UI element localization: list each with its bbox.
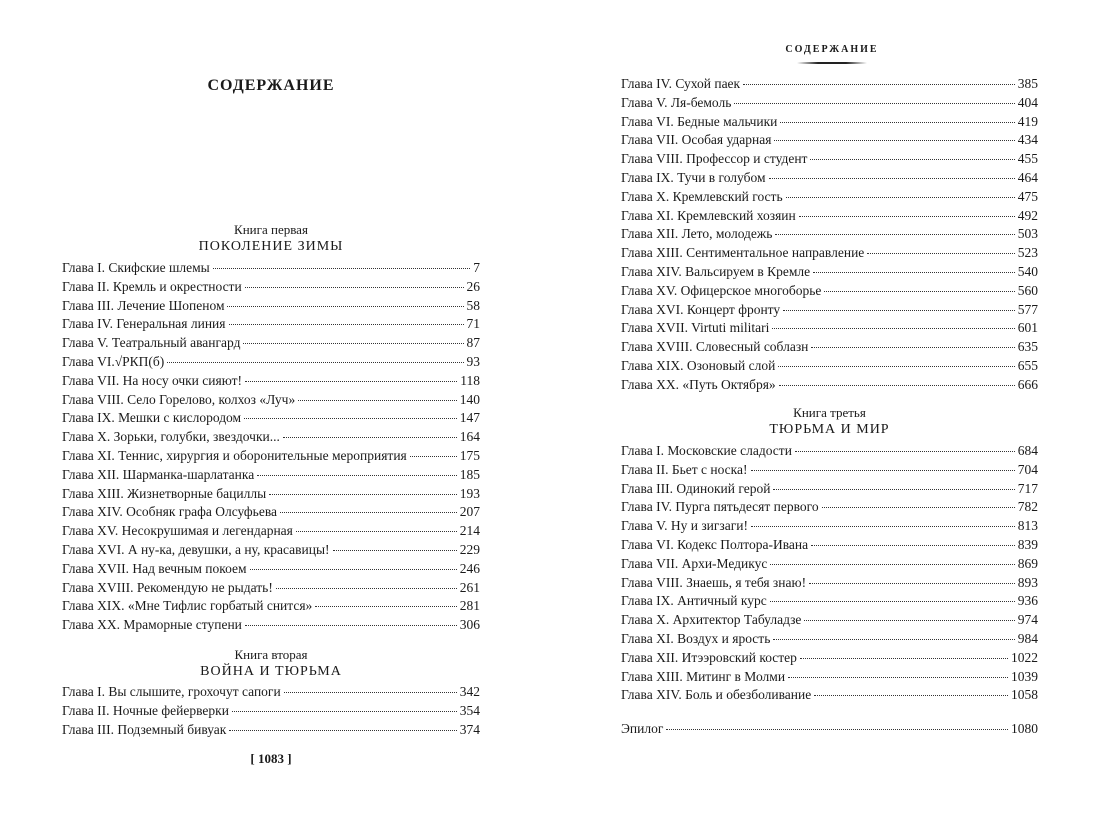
entry-page: 185 bbox=[459, 466, 480, 482]
entry-page: 354 bbox=[459, 702, 480, 718]
book-one-name: ПОКОЛЕНИЕ ЗИМЫ bbox=[198, 239, 344, 254]
entry-page: 207 bbox=[459, 504, 480, 520]
toc-entry[interactable] bbox=[621, 593, 1038, 612]
entry-page: 869 bbox=[1017, 555, 1038, 571]
entry-page: 7 bbox=[473, 260, 480, 275]
book-three-label: Книга третья bbox=[793, 405, 866, 420]
dot-leader bbox=[269, 493, 457, 495]
entry-label: Глава VIII. Село Горелово, колхоз «Луч» bbox=[62, 391, 296, 407]
dot-leader bbox=[775, 233, 1014, 235]
entry-label: Глава XIII. Жизнетворные бациллы bbox=[62, 485, 267, 501]
dot-leader bbox=[298, 399, 457, 401]
toc-entry[interactable] bbox=[62, 392, 480, 411]
toc-entry[interactable] bbox=[621, 151, 1038, 170]
toc-entry[interactable] bbox=[621, 264, 1038, 283]
entry-page: 342 bbox=[459, 684, 480, 699]
dot-leader bbox=[410, 455, 457, 457]
toc-entry[interactable] bbox=[62, 504, 480, 523]
dot-leader bbox=[770, 563, 1014, 565]
entry-label: Глава VII. Особая ударная bbox=[621, 132, 772, 148]
toc-entry[interactable] bbox=[621, 170, 1038, 189]
entry-label: Глава IX. Античный курс bbox=[621, 593, 767, 609]
entry-page: 87 bbox=[466, 335, 480, 351]
toc-entry[interactable] bbox=[621, 575, 1038, 594]
dot-leader bbox=[280, 511, 457, 513]
entry-label: Глава VI.√РКП(б) bbox=[62, 353, 165, 369]
toc-entry[interactable] bbox=[621, 669, 1038, 688]
entry-page: 503 bbox=[1017, 226, 1038, 242]
entry-page: 214 bbox=[459, 523, 480, 539]
entry-page: 813 bbox=[1017, 518, 1038, 534]
entry-label: Глава II. Кремль и окрестности bbox=[62, 278, 242, 294]
entry-label: Глава II. Ночные фейерверки bbox=[62, 702, 229, 718]
entry-page: 464 bbox=[1017, 169, 1038, 185]
dot-leader bbox=[773, 488, 1014, 490]
dot-leader bbox=[245, 380, 457, 382]
toc-entry[interactable] bbox=[621, 518, 1038, 537]
entry-label: Глава XIX. «Мне Тифлис горбатый снится» bbox=[62, 598, 313, 614]
page-title: СОДЕРЖАНИЕ bbox=[207, 77, 335, 94]
dot-leader bbox=[229, 729, 456, 731]
entry-page: 936 bbox=[1017, 593, 1038, 609]
dot-leader bbox=[799, 215, 1015, 217]
dot-leader bbox=[257, 474, 457, 476]
entry-label: Глава XX. Мраморные ступени bbox=[62, 617, 242, 633]
dot-leader bbox=[774, 139, 1014, 141]
dot-leader bbox=[824, 290, 1014, 292]
entry-page: 419 bbox=[1017, 113, 1038, 129]
entry-label: Глава XX. «Путь Октября» bbox=[621, 376, 776, 392]
entry-label: Глава XII. Шарманка-шарлатанка bbox=[62, 466, 255, 482]
entry-page: 374 bbox=[459, 721, 480, 737]
entry-page: 523 bbox=[1017, 245, 1038, 261]
dot-leader bbox=[296, 530, 457, 532]
entry-page: 684 bbox=[1017, 443, 1038, 458]
entry-page: 560 bbox=[1017, 282, 1038, 298]
entry-label: Глава VI. Бедные мальчики bbox=[621, 113, 778, 129]
toc-entry[interactable] bbox=[621, 302, 1038, 321]
toc-entry[interactable] bbox=[621, 76, 1038, 95]
book-three-toc bbox=[621, 443, 1038, 706]
toc-entry[interactable] bbox=[62, 410, 480, 429]
entry-page: 666 bbox=[1017, 376, 1038, 392]
entry-page: 434 bbox=[1017, 132, 1038, 148]
entry-label: Глава III. Одинокий герой bbox=[621, 480, 771, 496]
toc-entry[interactable] bbox=[62, 467, 480, 486]
toc-entry[interactable] bbox=[62, 561, 480, 580]
entry-page: 782 bbox=[1017, 499, 1038, 515]
dot-leader bbox=[245, 624, 457, 626]
entry-label: Глава I. Скифские шлемы bbox=[62, 260, 210, 275]
entry-label: Глава V. Театральный авангард bbox=[62, 335, 241, 351]
toc-entry[interactable] bbox=[621, 377, 1038, 396]
dot-leader bbox=[810, 158, 1014, 160]
book-three-heading bbox=[621, 404, 1038, 438]
entry-label: Глава XVI. А ну-ка, девушки, а ну, красавицы! bbox=[62, 541, 330, 557]
entry-label: Глава III. Подземный бивуак bbox=[62, 721, 227, 737]
entry-label: Глава I. Вы слышите, грохочут сапоги bbox=[62, 684, 281, 699]
book-one-heading bbox=[62, 221, 480, 255]
entry-label: Глава XIV. Боль и обезболивание bbox=[621, 687, 812, 703]
entry-page: 704 bbox=[1017, 461, 1038, 477]
entry-page: 717 bbox=[1017, 480, 1038, 496]
dot-leader bbox=[822, 506, 1015, 508]
entry-label: Глава XII. Итээровский костер bbox=[621, 649, 797, 665]
dot-leader bbox=[734, 102, 1014, 104]
toc-entry[interactable] bbox=[621, 556, 1038, 575]
toc-entry[interactable] bbox=[62, 448, 480, 467]
dot-leader bbox=[773, 638, 1014, 640]
dot-leader bbox=[814, 694, 1008, 696]
entry-page: 601 bbox=[1017, 320, 1038, 336]
dot-leader bbox=[751, 525, 1015, 527]
entry-page: 261 bbox=[459, 579, 480, 595]
dot-leader bbox=[232, 710, 457, 712]
entry-label: Глава XVIII. Словесный соблазн bbox=[621, 339, 809, 355]
toc-entry-epilogue[interactable] bbox=[621, 721, 1038, 740]
entry-page: 281 bbox=[459, 598, 480, 614]
entry-page: 635 bbox=[1017, 339, 1038, 355]
entry-page: 1058 bbox=[1011, 687, 1038, 703]
entry-page: 984 bbox=[1017, 630, 1038, 646]
dot-leader bbox=[167, 361, 463, 363]
toc-entry[interactable] bbox=[62, 335, 480, 354]
entry-label: Глава I. Московские сладости bbox=[621, 443, 792, 458]
toc-entry[interactable] bbox=[62, 298, 480, 317]
entry-page: 118 bbox=[460, 372, 480, 388]
entry-page: 492 bbox=[1017, 207, 1038, 223]
toc-entry[interactable] bbox=[621, 189, 1038, 208]
entry-label: Глава IV. Сухой паек bbox=[621, 76, 741, 91]
entry-page: 193 bbox=[459, 485, 480, 501]
dot-leader bbox=[243, 342, 463, 344]
toc-entry[interactable] bbox=[621, 358, 1038, 377]
dot-leader bbox=[811, 544, 1015, 546]
book-two-heading bbox=[62, 646, 480, 680]
dot-leader bbox=[804, 619, 1014, 621]
dot-leader bbox=[213, 267, 471, 269]
dot-leader bbox=[284, 691, 457, 693]
header-rule bbox=[797, 62, 867, 64]
entry-page: 974 bbox=[1017, 612, 1038, 628]
toc-entry[interactable] bbox=[62, 486, 480, 505]
toc-entry[interactable] bbox=[62, 523, 480, 542]
dot-leader bbox=[743, 83, 1015, 85]
dot-leader bbox=[250, 568, 457, 570]
entry-label: Глава XVII. Virtuti militari bbox=[621, 320, 770, 336]
entry-label: Глава VII. Архи-Медикус bbox=[621, 555, 768, 571]
toc-entry[interactable] bbox=[62, 373, 480, 392]
toc-entry[interactable] bbox=[62, 722, 480, 741]
dot-leader bbox=[780, 121, 1014, 123]
dot-leader bbox=[666, 728, 1008, 730]
entry-page: 475 bbox=[1017, 188, 1038, 204]
dot-leader bbox=[811, 346, 1014, 348]
entry-label: Глава XV. Несокрушимая и легендарная bbox=[62, 523, 293, 539]
dot-leader bbox=[227, 305, 463, 307]
entry-label: Глава XIV. Вальсируем в Кремле bbox=[621, 263, 811, 279]
entry-label: Глава XVII. Над вечным покоем bbox=[62, 560, 247, 576]
entry-page: 1022 bbox=[1011, 649, 1038, 665]
entry-label: Эпилог bbox=[621, 721, 664, 736]
entry-page: 175 bbox=[459, 447, 480, 463]
dot-leader bbox=[786, 196, 1015, 198]
toc-entry[interactable] bbox=[62, 354, 480, 373]
entry-label: Глава IX. Мешки с кислородом bbox=[62, 410, 242, 426]
dot-leader bbox=[779, 384, 1015, 386]
dot-leader bbox=[315, 605, 456, 607]
entry-page: 893 bbox=[1017, 574, 1038, 590]
entry-page: 58 bbox=[466, 297, 480, 313]
dot-leader bbox=[229, 323, 464, 325]
dot-leader bbox=[333, 549, 457, 551]
book-two-continued-toc bbox=[621, 76, 1038, 396]
dot-leader bbox=[244, 417, 457, 419]
toc-entry[interactable] bbox=[621, 631, 1038, 650]
toc-entry[interactable] bbox=[62, 542, 480, 561]
toc-entry[interactable] bbox=[621, 481, 1038, 500]
running-header: СОДЕРЖАНИЕ bbox=[785, 44, 879, 55]
entry-label: Глава V. Ну и зигзаги! bbox=[621, 518, 748, 534]
entry-label: Глава IV. Пурга пятьдесят первого bbox=[621, 499, 819, 515]
toc-entry[interactable] bbox=[621, 226, 1038, 245]
toc-entry[interactable] bbox=[62, 316, 480, 335]
entry-page: 71 bbox=[466, 316, 480, 332]
toc-entry[interactable] bbox=[62, 684, 480, 703]
toc-entry[interactable] bbox=[62, 580, 480, 599]
toc-entry[interactable] bbox=[621, 132, 1038, 151]
entry-label: Глава II. Бьет с носка! bbox=[621, 461, 748, 477]
dot-leader bbox=[795, 450, 1015, 452]
entry-page: 229 bbox=[459, 541, 480, 557]
entry-page: 306 bbox=[459, 617, 480, 633]
entry-label: Глава XIV. Особняк графа Олсуфьева bbox=[62, 504, 278, 520]
entry-page: 540 bbox=[1017, 263, 1038, 279]
dot-leader bbox=[751, 469, 1015, 471]
dot-leader bbox=[783, 309, 1015, 311]
entry-label: Глава XI. Воздух и ярость bbox=[621, 630, 771, 646]
entry-label: Глава VIII. Знаешь, я тебя знаю! bbox=[621, 574, 807, 590]
toc-entry[interactable] bbox=[621, 95, 1038, 114]
toc-entry[interactable] bbox=[621, 245, 1038, 264]
entry-page: 1080 bbox=[1011, 721, 1038, 736]
entry-label: Глава XIX. Озоновый слой bbox=[621, 357, 776, 373]
dot-leader bbox=[276, 587, 457, 589]
toc-entry[interactable] bbox=[62, 617, 480, 636]
page-number: [ 1083 ] bbox=[250, 751, 292, 766]
toc-entry[interactable] bbox=[621, 339, 1038, 358]
dot-leader bbox=[772, 327, 1014, 329]
entry-label: Глава VII. На носу очки сияют! bbox=[62, 372, 243, 388]
entry-label: Глава XIII. Сентиментальное направление bbox=[621, 245, 865, 261]
toc-entry[interactable] bbox=[621, 612, 1038, 631]
toc-entry[interactable] bbox=[621, 537, 1038, 556]
entry-label: Глава III. Лечение Шопеном bbox=[62, 297, 225, 313]
entry-label: Глава VI. Кодекс Полтора-Ивана bbox=[621, 536, 809, 552]
toc-entry[interactable] bbox=[62, 279, 480, 298]
book-two-label: Книга вторая bbox=[234, 647, 308, 662]
dot-leader bbox=[245, 286, 464, 288]
entry-label: Глава XVI. Концерт фронту bbox=[621, 301, 781, 317]
entry-label: Глава XVIII. Рекомендую не рыдать! bbox=[62, 579, 273, 595]
entry-page: 577 bbox=[1017, 301, 1038, 317]
entry-page: 26 bbox=[466, 278, 480, 294]
entry-label: Глава VIII. Профессор и студент bbox=[621, 151, 808, 167]
toc-entry[interactable] bbox=[621, 208, 1038, 227]
toc-entry[interactable] bbox=[621, 114, 1038, 133]
toc-entry[interactable] bbox=[621, 443, 1038, 462]
dot-leader bbox=[770, 600, 1015, 602]
entry-page: 93 bbox=[466, 353, 480, 369]
entry-page: 839 bbox=[1017, 536, 1038, 552]
dot-leader bbox=[283, 436, 457, 438]
entry-label: Глава XIII. Митинг в Молми bbox=[621, 668, 786, 684]
entry-label: Глава V. Ля-бемоль bbox=[621, 94, 732, 110]
entry-label: Глава X. Кремлевский гость bbox=[621, 188, 783, 204]
dot-leader bbox=[769, 177, 1015, 179]
toc-entry[interactable] bbox=[621, 499, 1038, 518]
toc-entry[interactable] bbox=[621, 283, 1038, 302]
dot-leader bbox=[867, 252, 1014, 254]
entry-label: Глава IX. Тучи в голубом bbox=[621, 169, 766, 185]
right-page bbox=[550, 0, 1100, 825]
entry-page: 404 bbox=[1017, 94, 1038, 110]
entry-page: 140 bbox=[459, 391, 480, 407]
dot-leader bbox=[778, 365, 1014, 367]
entry-label: Глава XI. Теннис, хирургия и оборонительные мероприятия bbox=[62, 447, 407, 463]
toc-entry[interactable] bbox=[62, 703, 480, 722]
book-two-toc bbox=[62, 684, 480, 740]
entry-label: Глава X. Зорьки, голубки, звездочки... bbox=[62, 429, 280, 445]
entry-page: 1039 bbox=[1011, 668, 1038, 684]
entry-page: 246 bbox=[459, 560, 480, 576]
entry-label: Глава XV. Офицерское многоборье bbox=[621, 282, 822, 298]
toc-entry[interactable] bbox=[62, 260, 480, 279]
entry-page: 385 bbox=[1017, 76, 1038, 91]
toc-entry[interactable] bbox=[621, 650, 1038, 669]
toc-entry[interactable] bbox=[621, 687, 1038, 706]
entry-page: 655 bbox=[1017, 357, 1038, 373]
entry-page: 164 bbox=[459, 429, 480, 445]
entry-label: Глава IV. Генеральная линия bbox=[62, 316, 226, 332]
book-three-name: ТЮРЬМА И МИР bbox=[769, 422, 890, 437]
entry-label: Глава XII. Лето, молодежь bbox=[621, 226, 773, 242]
entry-page: 147 bbox=[459, 410, 480, 426]
entry-page: 455 bbox=[1017, 151, 1038, 167]
dot-leader bbox=[788, 676, 1008, 678]
book-two-name: ВОЙНА И ТЮРЬМА bbox=[200, 664, 342, 679]
toc-entry[interactable] bbox=[621, 462, 1038, 481]
toc-entry[interactable] bbox=[62, 598, 480, 617]
book-one-toc bbox=[62, 260, 480, 636]
dot-leader bbox=[809, 582, 1015, 584]
dot-leader bbox=[800, 657, 1008, 659]
toc-entry[interactable] bbox=[621, 320, 1038, 339]
dot-leader bbox=[813, 271, 1015, 273]
epilogue-toc bbox=[621, 721, 1038, 740]
entry-label: Глава XI. Кремлевский хозяин bbox=[621, 207, 796, 223]
toc-entry[interactable] bbox=[62, 429, 480, 448]
book-one-label: Книга первая bbox=[234, 222, 308, 237]
entry-label: Глава X. Архитектор Табуладзе bbox=[621, 612, 802, 628]
